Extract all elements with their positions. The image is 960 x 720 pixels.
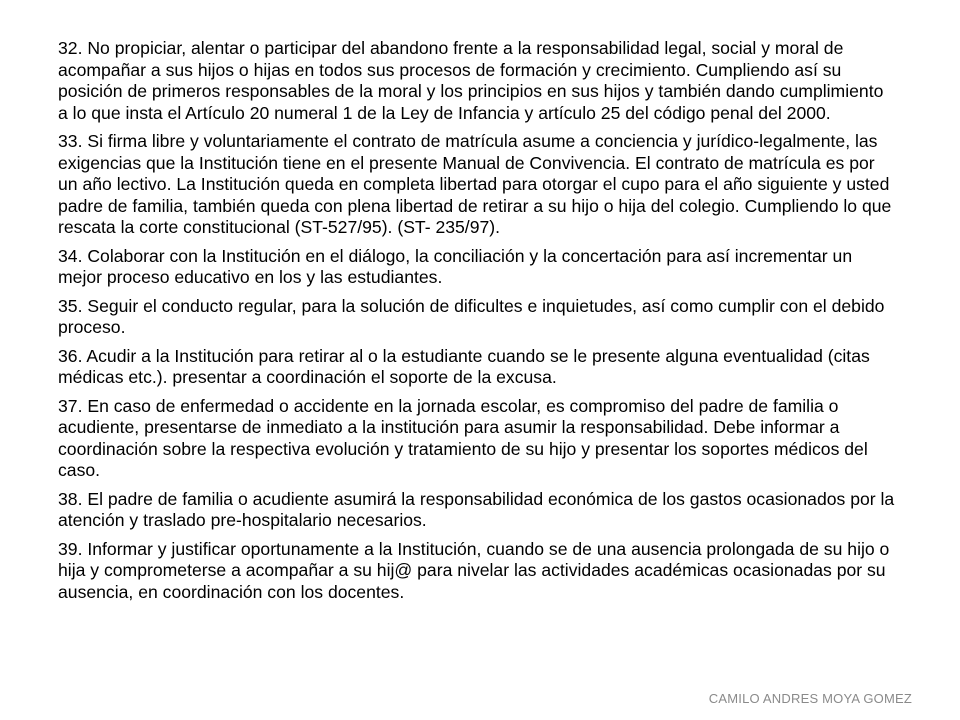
item-38-paragraph: 38. El padre de familia o acudiente asumirá la responsabilidad económica de los gastos ocasionados por la atención y traslado pre-hospitalario necesarios. bbox=[58, 488, 895, 530]
item-36-paragraph: 36. Acudir a la Institución para retirar al o la estudiante cuando se le presente alguna eventualidad (citas médicas etc.). presentar a coordinación el soporte de la excusa. bbox=[58, 345, 870, 387]
footer-author: CAMILO ANDRES MOYA GOMEZ bbox=[708, 691, 912, 706]
item-33-paragraph: 33. Si firma libre y voluntariamente el contrato de matrícula asume a conciencia y jurídico-legalmente, las exigencias que la Institución tiene en el presente Manual de Convivencia. El contrato de matrícula es por un año lectivo. La Institución queda en completa libertad para otorgar el cupo para el año siguiente y usted padre de familia, también queda con plena libertad de retirar a su hijo o hija del colegio. Cumpliendo lo que rescata la corte constitucional (ST-527/95). (ST- 235/97). bbox=[58, 131, 892, 237]
slide-body-text bbox=[58, 38, 896, 610]
item-34-paragraph: 34. Colaborar con la Institución en el diálogo, la conciliación y la concertación para así incrementar un mejor proceso educativo en los y las estudiantes. bbox=[58, 245, 853, 287]
item-39-paragraph: 39. Informar y justificar oportunamente a la Institución, cuando se de una ausencia prolongada de su hijo o hija y comprometerse a acompañar a su hij@ para nivelar las actividades académicas ocasionadas por su ausencia, en coordinación con los docentes. bbox=[58, 538, 890, 602]
item-35-paragraph: 35. Seguir el conducto regular, para la solución de dificultes e inquietudes, así como cumplir con el debido proceso. bbox=[58, 295, 885, 337]
item-37-paragraph: 37. En caso de enfermedad o accidente en la jornada escolar, es compromiso del padre de familia o acudiente, presentarse de inmediato a la institución para asumir la responsabilidad. Debe informar a coordinación sobre la respectiva evolución y tratamiento de su hijo y presentar los soportes médicos del caso. bbox=[58, 395, 868, 480]
item-32-paragraph: 32. No propiciar, alentar o participar del abandono frente a la responsabilidad legal, social y moral de acompañar a sus hijos o hijas en todos sus procesos de formación y crecimiento. Cumpliendo así su posición de primeros responsables de la moral y los principios en sus hijos y también dando cumplimiento a lo que insta el Artículo 20 numeral 1 de la Ley de Infancia y artículo 25 del código penal del 2000. bbox=[58, 38, 884, 123]
